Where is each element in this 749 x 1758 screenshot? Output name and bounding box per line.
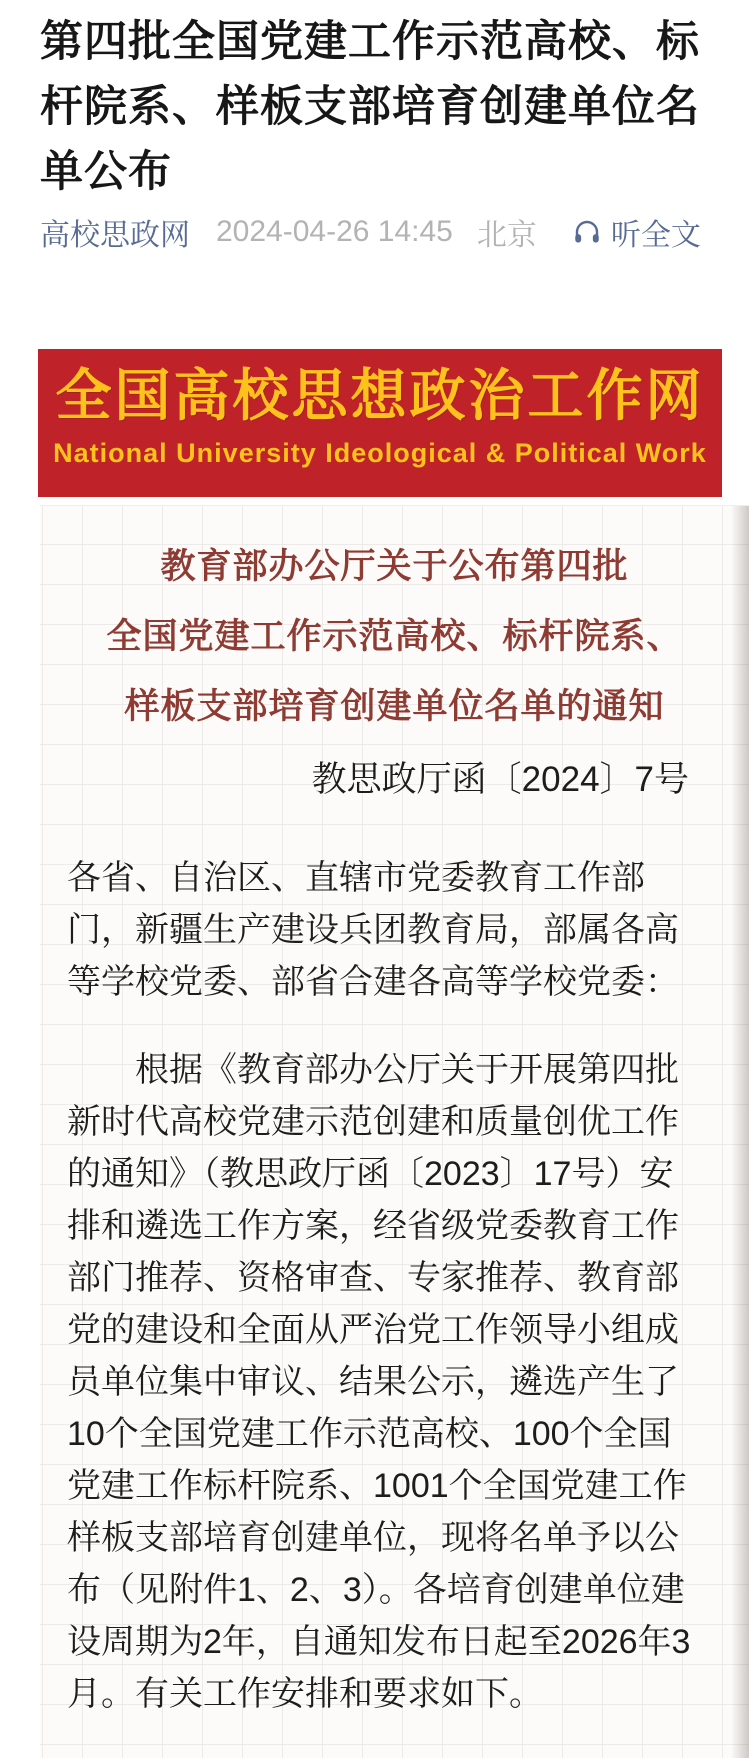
article-meta	[40, 211, 721, 253]
banner-title-english: National University Ideological & Political Work	[53, 438, 707, 468]
document-title	[40, 532, 749, 742]
article-title: 第四批全国党建工作示范高校、标杆院系、样板支部培育创建单位名单公布	[40, 18, 700, 196]
document-number: 教思政厅函〔2024〕7号	[311, 760, 689, 799]
site-banner-image	[38, 349, 722, 497]
publish-datetime: 2024-04-26 14:45	[216, 215, 453, 248]
listen-fulltext-button[interactable]	[571, 210, 701, 254]
document-title-line: 全国党建工作示范高校、标杆院系、	[106, 617, 683, 656]
document-title-line: 教育部办公厅关于公布第四批	[160, 547, 629, 586]
listen-label: 听全文	[610, 219, 701, 252]
headphones-icon	[571, 216, 603, 248]
paragraph-salutation: 各省、自治区、直辖市党委教育工作部门，新疆生产建设兵团教育局，部属各高等学校党委、部省合建各高等学校党委：	[67, 859, 679, 1001]
notice-document-image	[40, 505, 749, 1758]
paragraph-body: 根据《教育部办公厅关于开展第四批新时代高校党建示范创建和质量创优工作的通知》（教思政厅函〔2023〕17号）安排和遴选工作方案，经省级党委教育工作部门推荐、资格审查、专家推荐、教育部党的建设和全面从严治党工作领导小组成员单位集中审议、结果公示，遴选产生了10个全国党建工作示范高校、100个全国党建工作标杆院系、1001个全国党建工作样板支部培育创建单位，现将名单予以公布（见附件1、2、3）。各培育创建单位建设周期为2年，自通知发布日起至2026年3月。有关工作安排和要求如下。	[67, 1051, 691, 1713]
publish-location: 北京	[476, 219, 537, 252]
banner-title-chinese: 全国高校思想政治工作网	[55, 363, 705, 429]
source-link[interactable]: 高校思政网	[40, 219, 190, 252]
document-title-line: 样板支部培育创建单位名单的通知	[124, 687, 665, 726]
article-header	[0, 0, 749, 253]
